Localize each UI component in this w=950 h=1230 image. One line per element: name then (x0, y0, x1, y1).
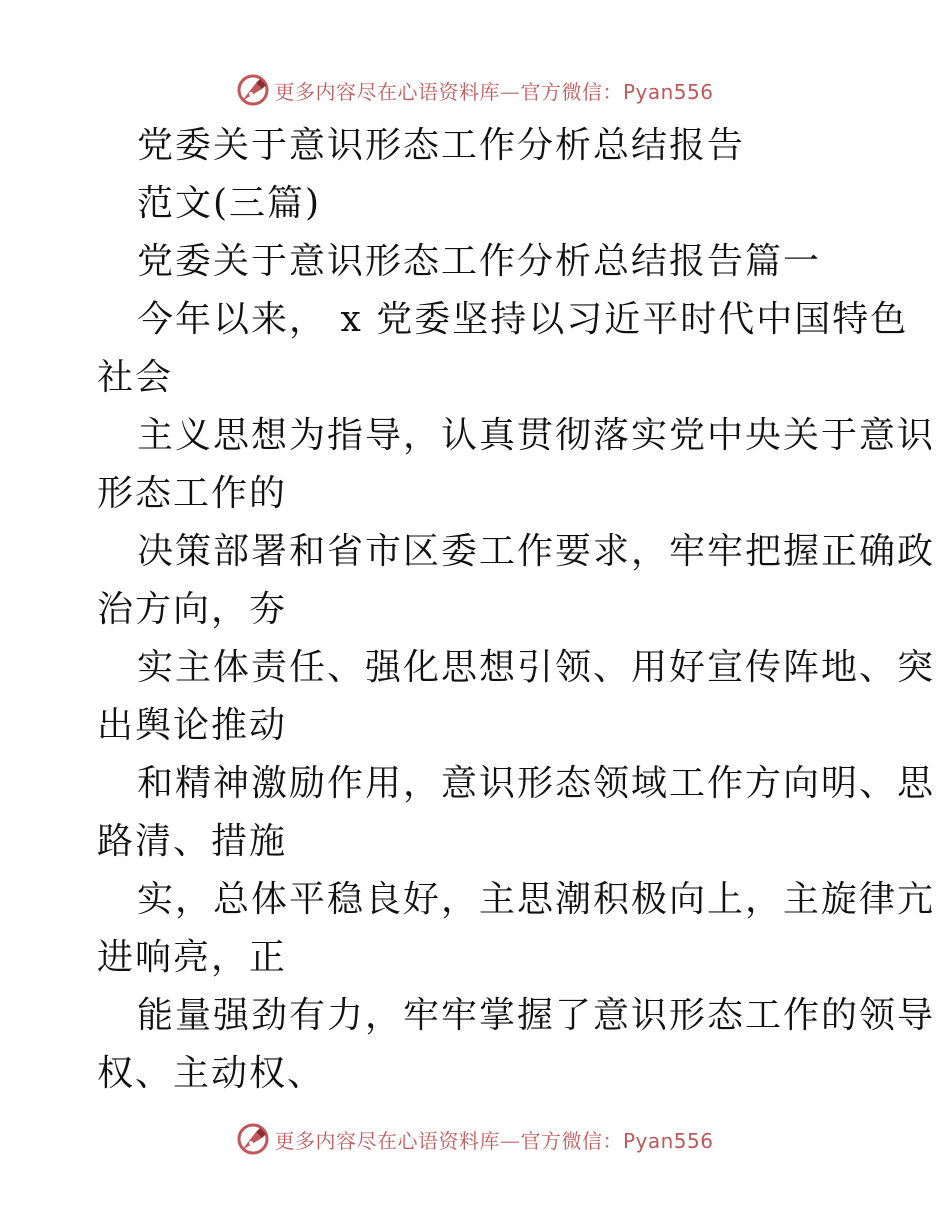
text-line: 能量强劲有力，牢牢掌握了意识形态工作的领导 (137, 995, 936, 1036)
header-watermark-banner (0, 70, 950, 110)
pen-nib-logo-icon (236, 73, 270, 107)
text-line: 和精神激励作用，意识形态领域工作方向明、思 (137, 763, 936, 804)
text-line: 治方向，夯 (97, 589, 288, 630)
text-line: 范文(三篇) (137, 183, 322, 224)
text-line: 社会 (97, 357, 174, 398)
banner-text: 更多内容尽在心语资料库 (274, 1128, 500, 1153)
text-line: 主义思想为指导，认真贯彻落实党中央关于意识 (137, 415, 936, 456)
banner-dash: — (499, 1128, 521, 1153)
text-line: 进响亮，正 (97, 937, 288, 978)
text-line: 实，总体平稳良好，主思潮积极向上，主旋律亢 (137, 879, 936, 920)
document-body (97, 117, 936, 1103)
footer-watermark-banner (0, 1119, 950, 1159)
text-line: 形态工作的 (97, 473, 288, 514)
text-line: 权、主动权、 (97, 1053, 326, 1094)
pen-nib-logo-icon (236, 1122, 270, 1156)
text-line: 党委关于意识形态工作分析总结报告 (137, 125, 746, 166)
text-line: 路清、措施 (97, 821, 288, 862)
banner-dash: — (499, 79, 521, 104)
banner-contact: 官方微信：Pyan556 (520, 79, 714, 104)
banner-text: 更多内容尽在心语资料库 (274, 79, 500, 104)
text-line: 今年以来， x 党委坚持以习近平时代中国特色 (137, 299, 909, 340)
text-line: 党委关于意识形态工作分析总结报告篇一 (137, 241, 822, 282)
text-line: 实主体责任、强化思想引领、用好宣传阵地、突 (137, 647, 936, 688)
text-line: 出舆论推动 (97, 705, 288, 746)
banner-contact: 官方微信：Pyan556 (520, 1128, 714, 1153)
text-line: 决策部署和省市区委工作要求，牢牢把握正确政 (137, 531, 936, 572)
